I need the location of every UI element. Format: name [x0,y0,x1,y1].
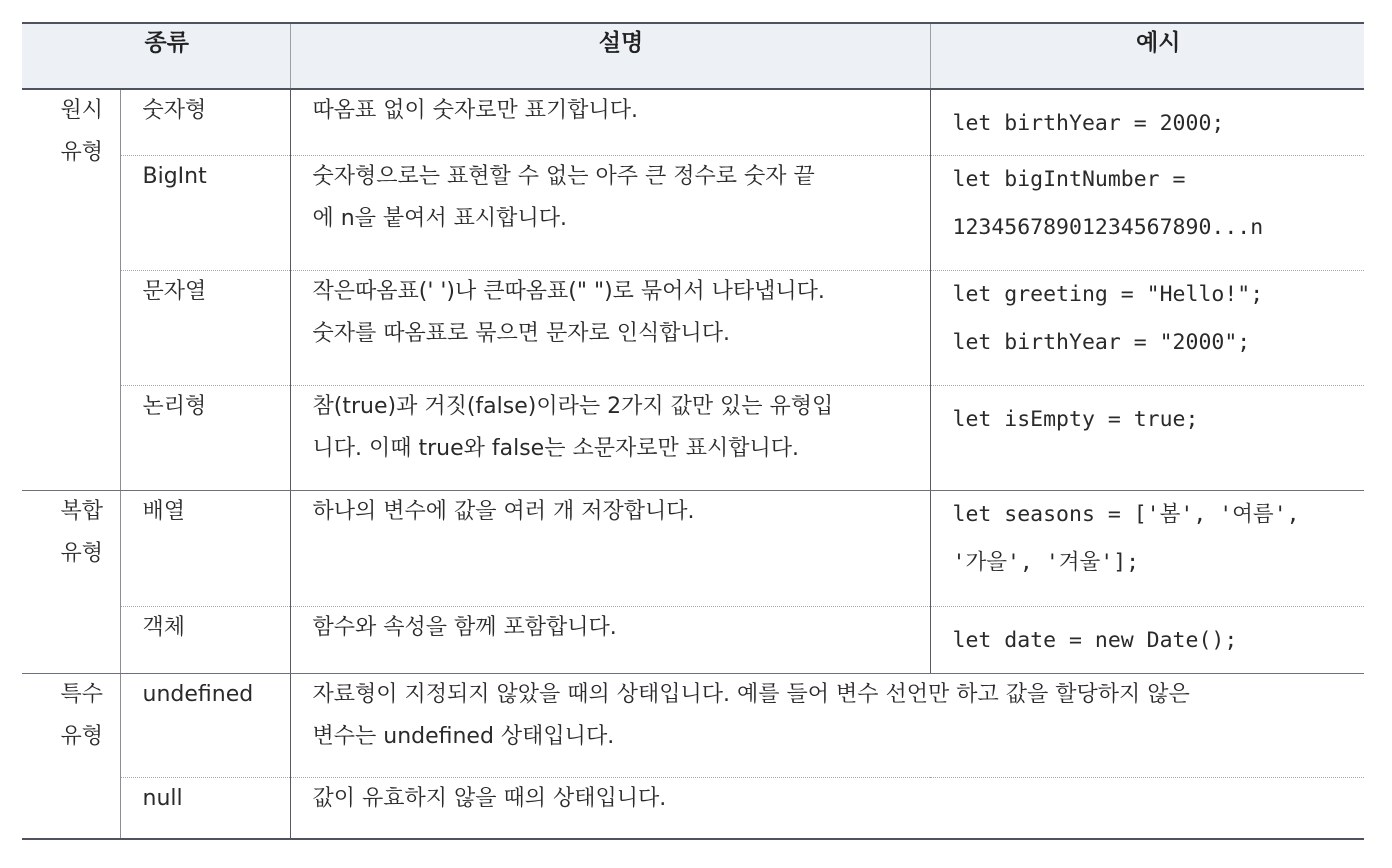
example-cell [930,270,1364,385]
header-type: 종류 [22,23,290,89]
code-line: '가을', '겨울']; [952,549,1140,575]
data-types-table [22,22,1364,840]
subtype-cell: 숫자형 [120,89,290,155]
description-cell [290,490,930,606]
description-line: 작은따옴표(' ')나 큰따옴표(" ")로 묶어서 나타냅니다. [312,278,825,304]
category-cell [22,490,120,673]
table-row [22,89,1364,155]
description-cell [290,89,930,155]
example-cell [930,89,1364,155]
table-header-row [22,23,1364,89]
description-line: 자료형이 지정되지 않았을 때의 상태입니다. 예를 들어 변수 선언만 하고 값을 할당하지 않은 [312,681,1190,707]
category-cell [22,89,120,490]
table-row [22,385,1364,490]
description-cell [290,777,1364,839]
description-line: 숫자를 따옴표로 묶으면 문자로 인식합니다. [312,320,731,346]
description-line: 하나의 변수에 값을 여러 개 저장합니다. [312,498,695,524]
table-row [22,673,1364,777]
category-cell [22,673,120,839]
description-cell [290,606,930,673]
description-line: 에 n을 붙여서 표시합니다. [312,205,567,231]
code-line: let isEmpty = true; [952,406,1199,432]
code-line: let seasons = ['봄', '여름', [952,501,1300,527]
code-line: let greeting = "Hello!"; [952,281,1264,307]
category-label: 유형 [60,723,103,749]
code-line: 12345678901234567890...n [952,214,1264,240]
code-line: let birthYear = 2000; [952,111,1225,136]
description-line: 변수는 undefined 상태입니다. [312,723,615,749]
code-line: let birthYear = "2000"; [952,329,1251,355]
description-cell [290,270,930,385]
description-cell [290,385,930,490]
subtype-cell: 배열 [120,490,290,606]
table-row [22,777,1364,839]
description-cell [290,673,1364,777]
description-line: 값이 유효하지 않을 때의 상태입니다. [312,785,667,811]
category-label: 유형 [60,540,103,566]
description-line: 숫자형으로는 표현할 수 없는 아주 큰 정수로 숫자 끝 [312,163,815,189]
example-cell [930,606,1364,673]
example-cell [930,490,1364,606]
category-label: 원시 [60,98,103,123]
example-cell [930,155,1364,270]
category-label: 특수 [60,681,103,707]
header-example: 예시 [930,23,1364,89]
table-row [22,270,1364,385]
code-line: let bigIntNumber = [952,166,1186,192]
subtype-cell: 객체 [120,606,290,673]
category-label: 복합 [60,498,103,524]
table-row [22,606,1364,673]
description-line: 참(true)과 거짓(false)이라는 2가지 값만 있는 유형입 [312,393,834,419]
subtype-cell: null [120,777,290,839]
subtype-cell: 문자열 [120,270,290,385]
category-label: 유형 [60,140,103,165]
table-row [22,155,1364,270]
subtype-cell: undefined [120,673,290,777]
description-line: 따옴표 없이 숫자로만 표기합니다. [312,98,639,123]
description-cell [290,155,930,270]
code-line: let date = new Date(); [952,627,1238,653]
header-description: 설명 [290,23,930,89]
description-line: 함수와 속성을 함께 포함합니다. [312,614,617,640]
subtype-cell: 논리형 [120,385,290,490]
table-row [22,490,1364,606]
description-line: 니다. 이때 true와 false는 소문자로만 표시합니다. [312,435,799,461]
example-cell [930,385,1364,490]
subtype-cell: BigInt [120,155,290,270]
